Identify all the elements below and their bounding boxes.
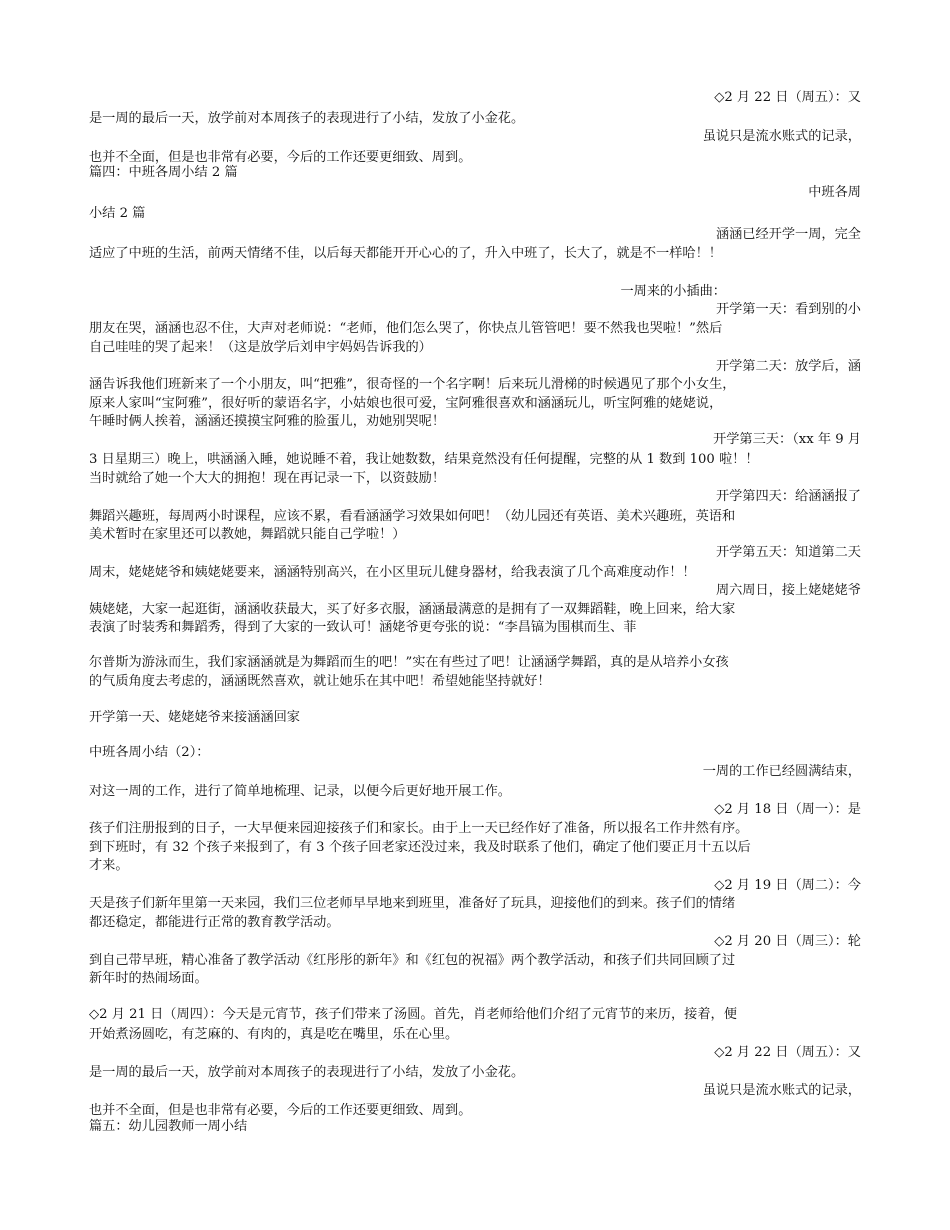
text-line: 舞蹈兴趣班，每周两小时课程，应该不累，看看涵涵学习效果如何吧！（幼儿园还有英语、美术兴趣班，英语和 <box>89 509 736 524</box>
text-line: 开学第三天：（xx 年 9 月 <box>713 432 861 447</box>
text-line: 新年时的热闹场面。 <box>89 971 208 986</box>
text-line: 一周来的小插曲： <box>620 284 726 299</box>
text-line: 孩子们注册报到的日子，一大早便来园迎接孩子们和家长。由于上一天已经作好了准备，所以报名工作井然有序。 <box>89 821 749 836</box>
text-line: ◇2 月 18 日（周一）：是 <box>714 802 861 817</box>
text-line: 虽说只是流水账式的记录， <box>702 1083 861 1098</box>
text-line: 尔普斯为游泳而生，我们家涵涵就是为舞蹈而生的吧！”实在有些过了吧！让涵涵学舞蹈，真的是从培养小女孩 <box>89 655 729 670</box>
text-line: ◇2 月 21 日（周四）：今天是元宵节，孩子们带来了汤圆。首先，肖老师给他们介绍了元宵节的来历，接着，便 <box>89 1007 737 1022</box>
text-line: 到下班时，有 32 个孩子来报到了，有 3 个孩子回老家还没过来，我及时联系了他们，确定了他们要正月十五以后 <box>89 840 751 855</box>
text-line: ◇2 月 20 日（周三）：轮 <box>714 934 861 949</box>
text-line: 天是孩子们新年里第一天来园，我们三位老师早早地来到班里，准备好了玩具，迎接他们的到来。孩子们的情绪 <box>89 896 736 911</box>
text-line: 原来人家叫“宝阿雅”，很好听的蒙语名字，小姑娘也很可爱，宝阿雅很喜欢和涵涵玩儿，听宝阿雅的姥姥说， <box>89 396 723 411</box>
text-line: 表演了时装秀和舞蹈秀，得到了大家的一致认可！涵姥爷更夸张的说：“李昌镐为围棋而生、菲 <box>89 620 637 635</box>
text-line: 姨姥姥，大家一起逛街，涵涵收获最大，买了好多衣服，涵涵最满意的是拥有了一双舞蹈鞋，晚上回来，给大家 <box>89 602 736 617</box>
text-line: 虽说只是流水账式的记录， <box>702 129 861 144</box>
text-line: 朋友在哭，涵涵也忍不住，大声对老师说：“老师，他们怎么哭了，你快点儿管管吧！要不然我也哭啦！”然后 <box>89 321 723 336</box>
text-line: 小结 2 篇 <box>89 206 146 221</box>
text-line: 开学第五天：知道第二天 <box>715 545 861 560</box>
text-line: 当时就给了她一个大大的拥抱！现在再记录一下，以资鼓励！ <box>89 471 446 486</box>
text-line: 都还稳定，都能进行正常的教育教学活动。 <box>89 915 340 930</box>
text-line: ◇2 月 19 日（周二）：今 <box>714 878 861 893</box>
text-line: 自己哇哇的哭了起来！（这是放学后刘申宇妈妈告诉我的） <box>89 340 432 355</box>
text-line: 是一周的最后一天，放学前对本周孩子的表现进行了小结，发放了小金花。 <box>89 111 525 126</box>
text-line: 开学第一天、姥姥姥爷来接涵涵回家 <box>89 710 300 725</box>
text-line: 开学第二天：放学后，涵 <box>715 359 861 374</box>
text-line: 午睡时俩人挨着，涵涵还摸摸宝阿雅的脸蛋儿，劝她别哭呢！ <box>89 414 446 429</box>
text-line: 开学第四天：给涵涵报了 <box>715 489 861 504</box>
text-line: 开学第一天：看到别的小 <box>715 302 861 317</box>
text-line: ◇2 月 22 日（周五）：又 <box>714 1045 861 1060</box>
text-line: ◇2 月 22 日（周五）：又 <box>714 90 861 105</box>
section-heading: 篇五：幼儿园教师一周小结 <box>89 1119 248 1134</box>
text-line: 的气质角度去考虑的，涵涵既然喜欢，就让她乐在其中吧！希望她能坚持就好！ <box>89 674 551 689</box>
text-line: 涵告诉我他们班新来了一个小朋友，叫“把雅”，很奇怪的一个名字啊！后来玩儿滑梯的时候遇见了那个小女生， <box>89 377 736 392</box>
text-line: 周六周日，接上姥姥姥爷 <box>715 583 861 598</box>
text-line: 涵涵已经开学一周，完全 <box>715 227 861 242</box>
text-line: 中班各周小结（2）： <box>89 745 210 760</box>
text-line: 一周的工作已经圆满结束， <box>702 764 861 779</box>
text-line: 才来。 <box>89 858 129 873</box>
text-line: 周末，姥姥姥爷和姨姥姥要来，涵涵特别高兴，在小区里玩儿健身器材，给我表演了几个高难度动作！！ <box>89 565 696 580</box>
text-line: 到自己带早班，精心准备了教学活动《红彤彤的新年》和《红包的祝福》两个教学活动，和孩子们共同回顾了过 <box>89 953 736 968</box>
section-heading: 篇四：中班各周小结 2 篇 <box>89 165 238 180</box>
text-line: 开始煮汤圆吃，有芝麻的、有肉的，真是吃在嘴里，乐在心里。 <box>89 1027 459 1042</box>
text-line: 适应了中班的生活，前两天情绪不佳，以后每天都能开开心心的了，升入中班了，长大了，就是不一样哈！！ <box>89 246 722 261</box>
text-line: 美术暂时在家里还可以教她，舞蹈就只能自己学啦！） <box>89 527 406 542</box>
text-line: 也并不全面，但是也非常有必要，今后的工作还要更细致、周到。 <box>89 1103 472 1118</box>
text-line: 也并不全面，但是也非常有必要，今后的工作还要更细致、周到。 <box>89 150 472 165</box>
text-line: 3 日星期三）晚上，哄涵涵入睡，她说睡不着，我让她数数，结果竟然没有任何提醒，完整的从 1 数到 100 啦！！ <box>89 452 759 467</box>
text-line: 对这一周的工作，进行了简单地梳理、记录，以便今后更好地开展工作。 <box>89 784 511 799</box>
text-line: 是一周的最后一天，放学前对本周孩子的表现进行了小结，发放了小金花。 <box>89 1065 525 1080</box>
text-line: 中班各周 <box>808 185 861 200</box>
